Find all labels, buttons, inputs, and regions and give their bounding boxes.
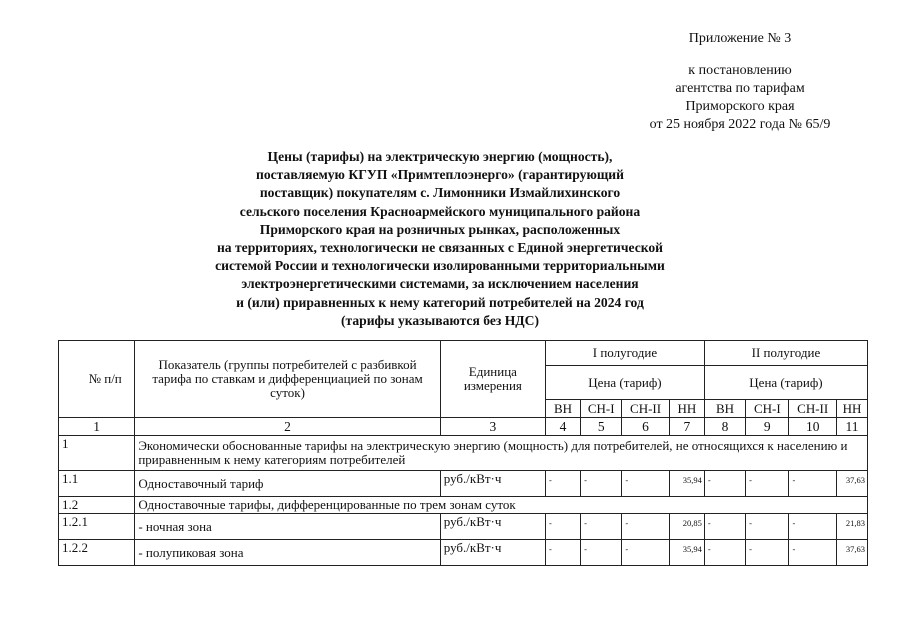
column-number: 11: [836, 418, 867, 436]
row-unit: руб./кВт·ч: [440, 471, 545, 497]
column-number: 6: [622, 418, 669, 436]
title-line: системой России и технологически изолированными территориальными: [215, 258, 665, 274]
voltage-vn: ВН: [545, 400, 580, 418]
column-number: 5: [581, 418, 622, 436]
header-price-half2: Цена (тариф): [704, 366, 867, 400]
price-cell: -: [581, 514, 622, 540]
price-cell: 35,94: [669, 471, 704, 497]
price-cell: -: [704, 471, 745, 497]
column-number: 8: [704, 418, 745, 436]
voltage-vn: ВН: [704, 400, 745, 418]
row-unit: руб./кВт·ч: [440, 540, 545, 566]
row-code: 1.2.1: [59, 514, 135, 540]
header-indicator: Показатель (группы потребителей с разбивкой тарифа по ставкам и дифференциацией по зонам суток): [135, 341, 440, 418]
row-name: - ночная зона: [135, 514, 440, 540]
table-row: [59, 514, 868, 540]
title-line: и (или) приравненных к нему категорий потребителей на 2024 год: [236, 294, 644, 310]
voltage-sn2: СН-II: [622, 400, 669, 418]
table-row: [59, 540, 868, 566]
section-text: Одноставочные тарифы, дифференцированные по трем зонам суток: [135, 497, 868, 514]
voltage-sn2: СН-II: [789, 400, 836, 418]
header-unit: Единица измерения: [440, 341, 545, 418]
price-cell: -: [545, 540, 580, 566]
price-cell: 35,94: [669, 540, 704, 566]
voltage-sn1: СН-I: [581, 400, 622, 418]
price-cell: -: [789, 540, 836, 566]
row-unit: руб./кВт·ч: [440, 514, 545, 540]
row-name: - полупиковая зона: [135, 540, 440, 566]
title-line: (тарифы указываются без НДС): [340, 312, 540, 328]
appendix-line: от 25 ноября 2022 года № 65/9: [649, 117, 831, 132]
header-half2: II полугодие: [704, 341, 867, 366]
title-line: поставщик) покупателям с. Лимонники Измайлихинского: [259, 185, 621, 201]
price-cell: -: [746, 514, 789, 540]
voltage-sn1: СН-I: [746, 400, 789, 418]
price-cell: -: [704, 540, 745, 566]
price-cell: -: [581, 471, 622, 497]
appendix-block: [620, 30, 860, 134]
title-line: Цены (тарифы) на электрическую энергию (мощность),: [267, 149, 613, 164]
price-cell: -: [746, 540, 789, 566]
appendix-line: Приморского края: [685, 99, 795, 114]
title-line: сельского поселения Красноармейского муниципального района: [239, 203, 641, 219]
section-text: Экономически обоснованные тарифы на электрическую энергию (мощность) для потребителей, не относящихся к населению и приравненным к нему категориям потребителей: [135, 436, 868, 471]
appendix-line: к постановлению: [688, 63, 792, 78]
column-number: 4: [545, 418, 580, 436]
row-code: 1.2.2: [59, 540, 135, 566]
price-cell: -: [622, 514, 669, 540]
row-code: 1.2: [59, 497, 135, 514]
column-number: 2: [135, 418, 440, 436]
header-price-half1: Цена (тариф): [545, 366, 704, 400]
column-number-row: [59, 418, 868, 436]
price-cell: -: [704, 514, 745, 540]
column-number: 10: [789, 418, 836, 436]
row-code: 1.1: [59, 471, 135, 497]
header-num: № п/п: [59, 341, 135, 418]
price-cell: -: [789, 514, 836, 540]
column-number: 3: [440, 418, 545, 436]
row-name: Одноставочный тариф: [135, 471, 440, 497]
price-cell: -: [746, 471, 789, 497]
appendix-title: Приложение № 3: [688, 31, 792, 46]
title-line: на территориях, технологически не связанных с Единой энергетической: [216, 240, 664, 256]
row-code: 1: [59, 436, 135, 471]
column-number: 1: [59, 418, 135, 436]
table-row: [59, 471, 868, 497]
appendix-line: агентства по тарифам: [675, 81, 805, 96]
price-cell: -: [581, 540, 622, 566]
price-cell: -: [622, 540, 669, 566]
price-cell: -: [545, 471, 580, 497]
column-number: 9: [746, 418, 789, 436]
price-cell: -: [545, 514, 580, 540]
title-line: Приморского края на розничных рынках, расположенных: [259, 221, 621, 237]
column-number: 7: [669, 418, 704, 436]
title-line: электроэнергетическими системами, за исключением населения: [241, 276, 639, 292]
voltage-nn: НН: [669, 400, 704, 418]
title-line: поставляемую КГУП «Примтеплоэнерго» (гарантирующий: [256, 167, 624, 183]
price-cell: 37,63: [836, 540, 867, 566]
price-cell: 37,63: [836, 471, 867, 497]
section-row: [59, 436, 868, 471]
tariff-table: [58, 340, 868, 566]
price-cell: -: [789, 471, 836, 497]
voltage-nn: НН: [836, 400, 867, 418]
price-cell: 21,83: [836, 514, 867, 540]
price-cell: -: [622, 471, 669, 497]
header-row: [59, 341, 868, 366]
section-row: [59, 497, 868, 514]
header-half1: I полугодие: [545, 341, 704, 366]
document-title: [160, 148, 720, 330]
price-cell: 20,85: [669, 514, 704, 540]
